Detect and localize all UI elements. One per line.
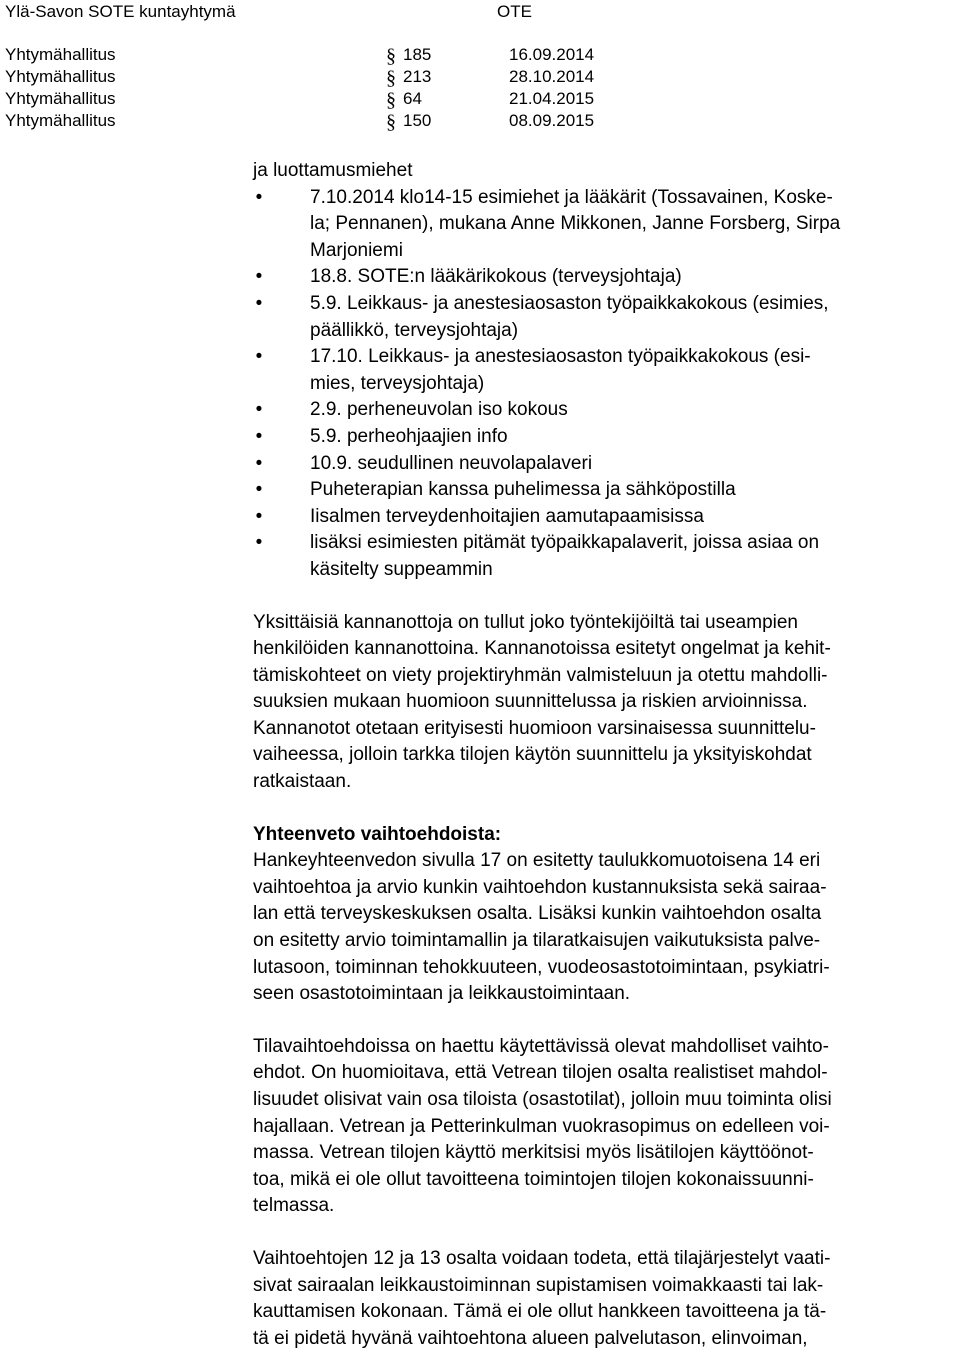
document-type: OTE	[497, 2, 532, 21]
list-item-text: Puheterapian kanssa puhelimessa ja sähköpostilla	[310, 479, 736, 501]
document-body	[253, 158, 943, 1352]
meeting-body: Yhtymähallitus	[5, 45, 116, 64]
meeting-date: 28.10.2014	[509, 67, 595, 86]
organization-name: Ylä-Savon SOTE kuntayhtymä	[5, 2, 236, 21]
svg-text:§: §	[386, 112, 396, 132]
section-number: 64	[403, 89, 422, 108]
svg-text:§: §	[386, 90, 396, 110]
list-item-text: 18.8. SOTE:n lääkärikokous (terveysjohtaja)	[310, 266, 682, 288]
meeting-date: 16.09.2014	[509, 45, 595, 64]
paragraph: Yksittäisiä kannanottoja on tullut joko työntekijöiltä tai useampien henkilöiden kannanottoina. Kannanotoissa esitetyt ongelmat ja kehit- tämiskohteet on viety projektiryhmän valmisteluun ja otettu mahdolli- suuksien mukaan huomioon suunnittelussa ja riskien arvioinnissa. Kannanotot otetaan erityisesti huomioon varsinaisessa suunnittelu- vaiheessa, jolloin tarkka tilojen käytön suunnittelu ja yksityiskohdat ratkaistaan.	[253, 611, 831, 793]
paragraph: Tilavaihtoehdoissa on haettu käytettävissä olevat mahdolliset vaihto- ehdot. On huomioitava, että Vetrean tilojen osalta realistiset mahdol- lisuudet olisivat vain osa tiloista (osastotilat), jolloin muu toiminta olisi hajallaan. Vetrean ja Petterinkulman vuokrasopimus on edelleen voi- massa. Vetrean tilojen käyttö merkitsisi myös lisätilojen käyttöönot- toa, mikä ei ole ollut tavoitteena toimintojen tilojen kokonaissuunni- telmassa.	[253, 1035, 832, 1217]
svg-text:§: §	[386, 68, 396, 88]
bullet-icon: •	[255, 399, 263, 421]
paragraph: Vaihtoehtojen 12 ja 13 osalta voidaan todeta, että tilajärjestelyt vaati- sivat sairaalan leikkaustoiminnan supistamisen voimakkaasti tai lak- kauttamisen kokonaan. Tämä ei ole ollut hankkeen tavoitteena ja tä- tä ei pidetä hyvänä vaihtoehtona alueen palvelutason, elinvoiman,	[253, 1247, 831, 1349]
meeting-body: Yhtymähallitus	[5, 111, 116, 130]
bullet-icon: •	[255, 479, 263, 501]
svg-text:§: §	[386, 46, 396, 66]
list-item	[253, 185, 943, 265]
list-item	[253, 264, 943, 291]
list-item	[253, 504, 943, 531]
bullet-icon: •	[255, 532, 263, 554]
list-item	[253, 424, 943, 451]
section-number: 150	[403, 111, 432, 130]
bullet-icon: •	[255, 452, 263, 474]
bullet-icon: •	[255, 346, 263, 368]
meeting-list	[253, 185, 943, 584]
bullet-icon: •	[255, 425, 263, 447]
list-item-text: Iisalmen terveydenhoitajien aamutapaamisissa	[310, 505, 704, 527]
section-number: 213	[403, 67, 432, 86]
list-item-text: 10.9. seudullinen neuvolapalaveri	[310, 452, 593, 474]
list-item	[253, 344, 943, 397]
list-item	[253, 397, 943, 424]
paragraph: Hankeyhteenvedon sivulla 17 on esitetty taulukkomuotoisena 14 eri vaihtoehtoa ja arvio kunkin vaihtoehdon kustannuksista sekä sairaa- lan että terveyskeskuksen osalta. Lisäksi kunkin vaihtoehdon osalta on esitetty arvio toimintamallin ja tilaratkaisujen vaikutuksista palve- lutasoon, toiminnan tehokkuuteen, vuodeosastotoimintaan, psykiatri- seen osastotoimintaan ja leikkaustoimintaan.	[253, 850, 830, 1005]
meeting-row	[5, 111, 705, 133]
list-item-text: 7.10.2014 klo14-15 esimiehet ja lääkärit (Tossavainen, Koske- la; Pennanen), mukana Anne Mikkonen, Janne Forsberg, Sirpa Marjoniemi	[310, 186, 841, 261]
meeting-date: 21.04.2015	[509, 89, 595, 108]
list-item	[253, 477, 943, 504]
bullet-icon: •	[255, 505, 263, 527]
section-number: 185	[403, 45, 432, 64]
meeting-row	[5, 45, 705, 67]
meeting-references	[5, 45, 705, 133]
intro-line: ja luottamusmiehet	[253, 160, 413, 181]
list-item	[253, 530, 943, 583]
bullet-icon: •	[255, 292, 263, 314]
bullet-icon: •	[255, 186, 263, 208]
list-item	[253, 451, 943, 478]
section-heading: Yhteenveto vaihtoehdoista:	[253, 823, 502, 845]
meeting-date: 08.09.2015	[509, 111, 595, 130]
list-item	[253, 291, 943, 344]
meeting-row	[5, 67, 705, 89]
list-item-text: lisäksi esimiesten pitämät työpaikkapalaverit, joissa asiaa on käsitelty suppeammin	[310, 532, 820, 580]
list-item-text: 5.9. Leikkaus- ja anestesiaosaston työpaikkakokous (esimies, päällikkö, terveysjohtaja)	[310, 292, 829, 341]
list-item-text: 17.10. Leikkaus- ja anestesiaosaston työpaikkakokous (esi- mies, terveysjohtaja)	[310, 346, 811, 394]
meeting-body: Yhtymähallitus	[5, 67, 116, 86]
bullet-icon: •	[255, 266, 263, 288]
meeting-body: Yhtymähallitus	[5, 89, 116, 108]
list-item-text: 5.9. perheohjaajien info	[310, 425, 508, 447]
meeting-row	[5, 89, 705, 111]
list-item-text: 2.9. perheneuvolan iso kokous	[310, 399, 568, 421]
